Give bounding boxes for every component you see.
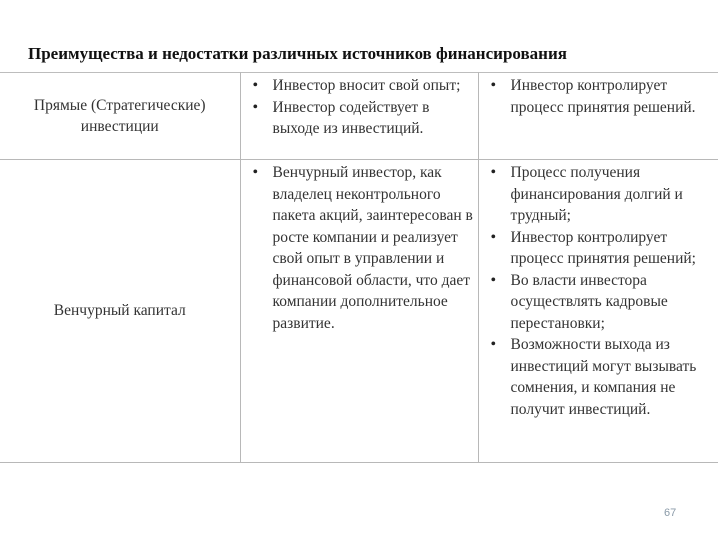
list-item: • Возможности выхода из инвестиций могут вызывать сомнения, и компания не получит инвестиций. — [485, 334, 715, 420]
page-number: 67 — [664, 507, 677, 519]
slide-title: Преимущества и недостатки различных источников финансирования — [28, 44, 567, 63]
disadvantages-list — [479, 160, 719, 420]
list-item: • Венчурный инвестор, как владелец неконтрольного пакета акций, заинтересован в росте компании и реализует свой опыт в управлении и финансовой области, что дает компании дополнительное развитие. — [247, 162, 474, 334]
source-cell-venture-capital: Венчурный капитал — [0, 160, 240, 463]
list-item: • Процесс получения финансирования долгий и трудный; — [485, 162, 715, 227]
disadvantages-cell-direct-investment — [478, 73, 718, 160]
table-row-venture-capital — [0, 160, 718, 463]
source-cell-direct-investment: Прямые (Стратегические) инвестиции — [0, 73, 240, 160]
financing-sources-table-container — [0, 72, 720, 464]
financing-sources-table — [0, 72, 718, 463]
advantages-cell-venture-capital — [240, 160, 478, 463]
advantages-cell-direct-investment — [240, 73, 478, 160]
list-item: • Инвестор вносит свой опыт; — [247, 75, 474, 97]
list-item: • Во власти инвестора осуществлять кадровые перестановки; — [485, 270, 715, 335]
list-item: • Инвестор содействует в выходе из инвестиций. — [247, 97, 474, 140]
table-row-direct-investment — [0, 73, 718, 160]
list-item: • Инвестор контролирует процесс принятия решений. — [485, 75, 715, 118]
disadvantages-cell-venture-capital — [478, 160, 718, 463]
list-item: • Инвестор контролирует процесс принятия решений; — [485, 227, 715, 270]
advantages-list — [241, 73, 478, 140]
advantages-list — [241, 160, 478, 334]
disadvantages-list — [479, 73, 719, 118]
